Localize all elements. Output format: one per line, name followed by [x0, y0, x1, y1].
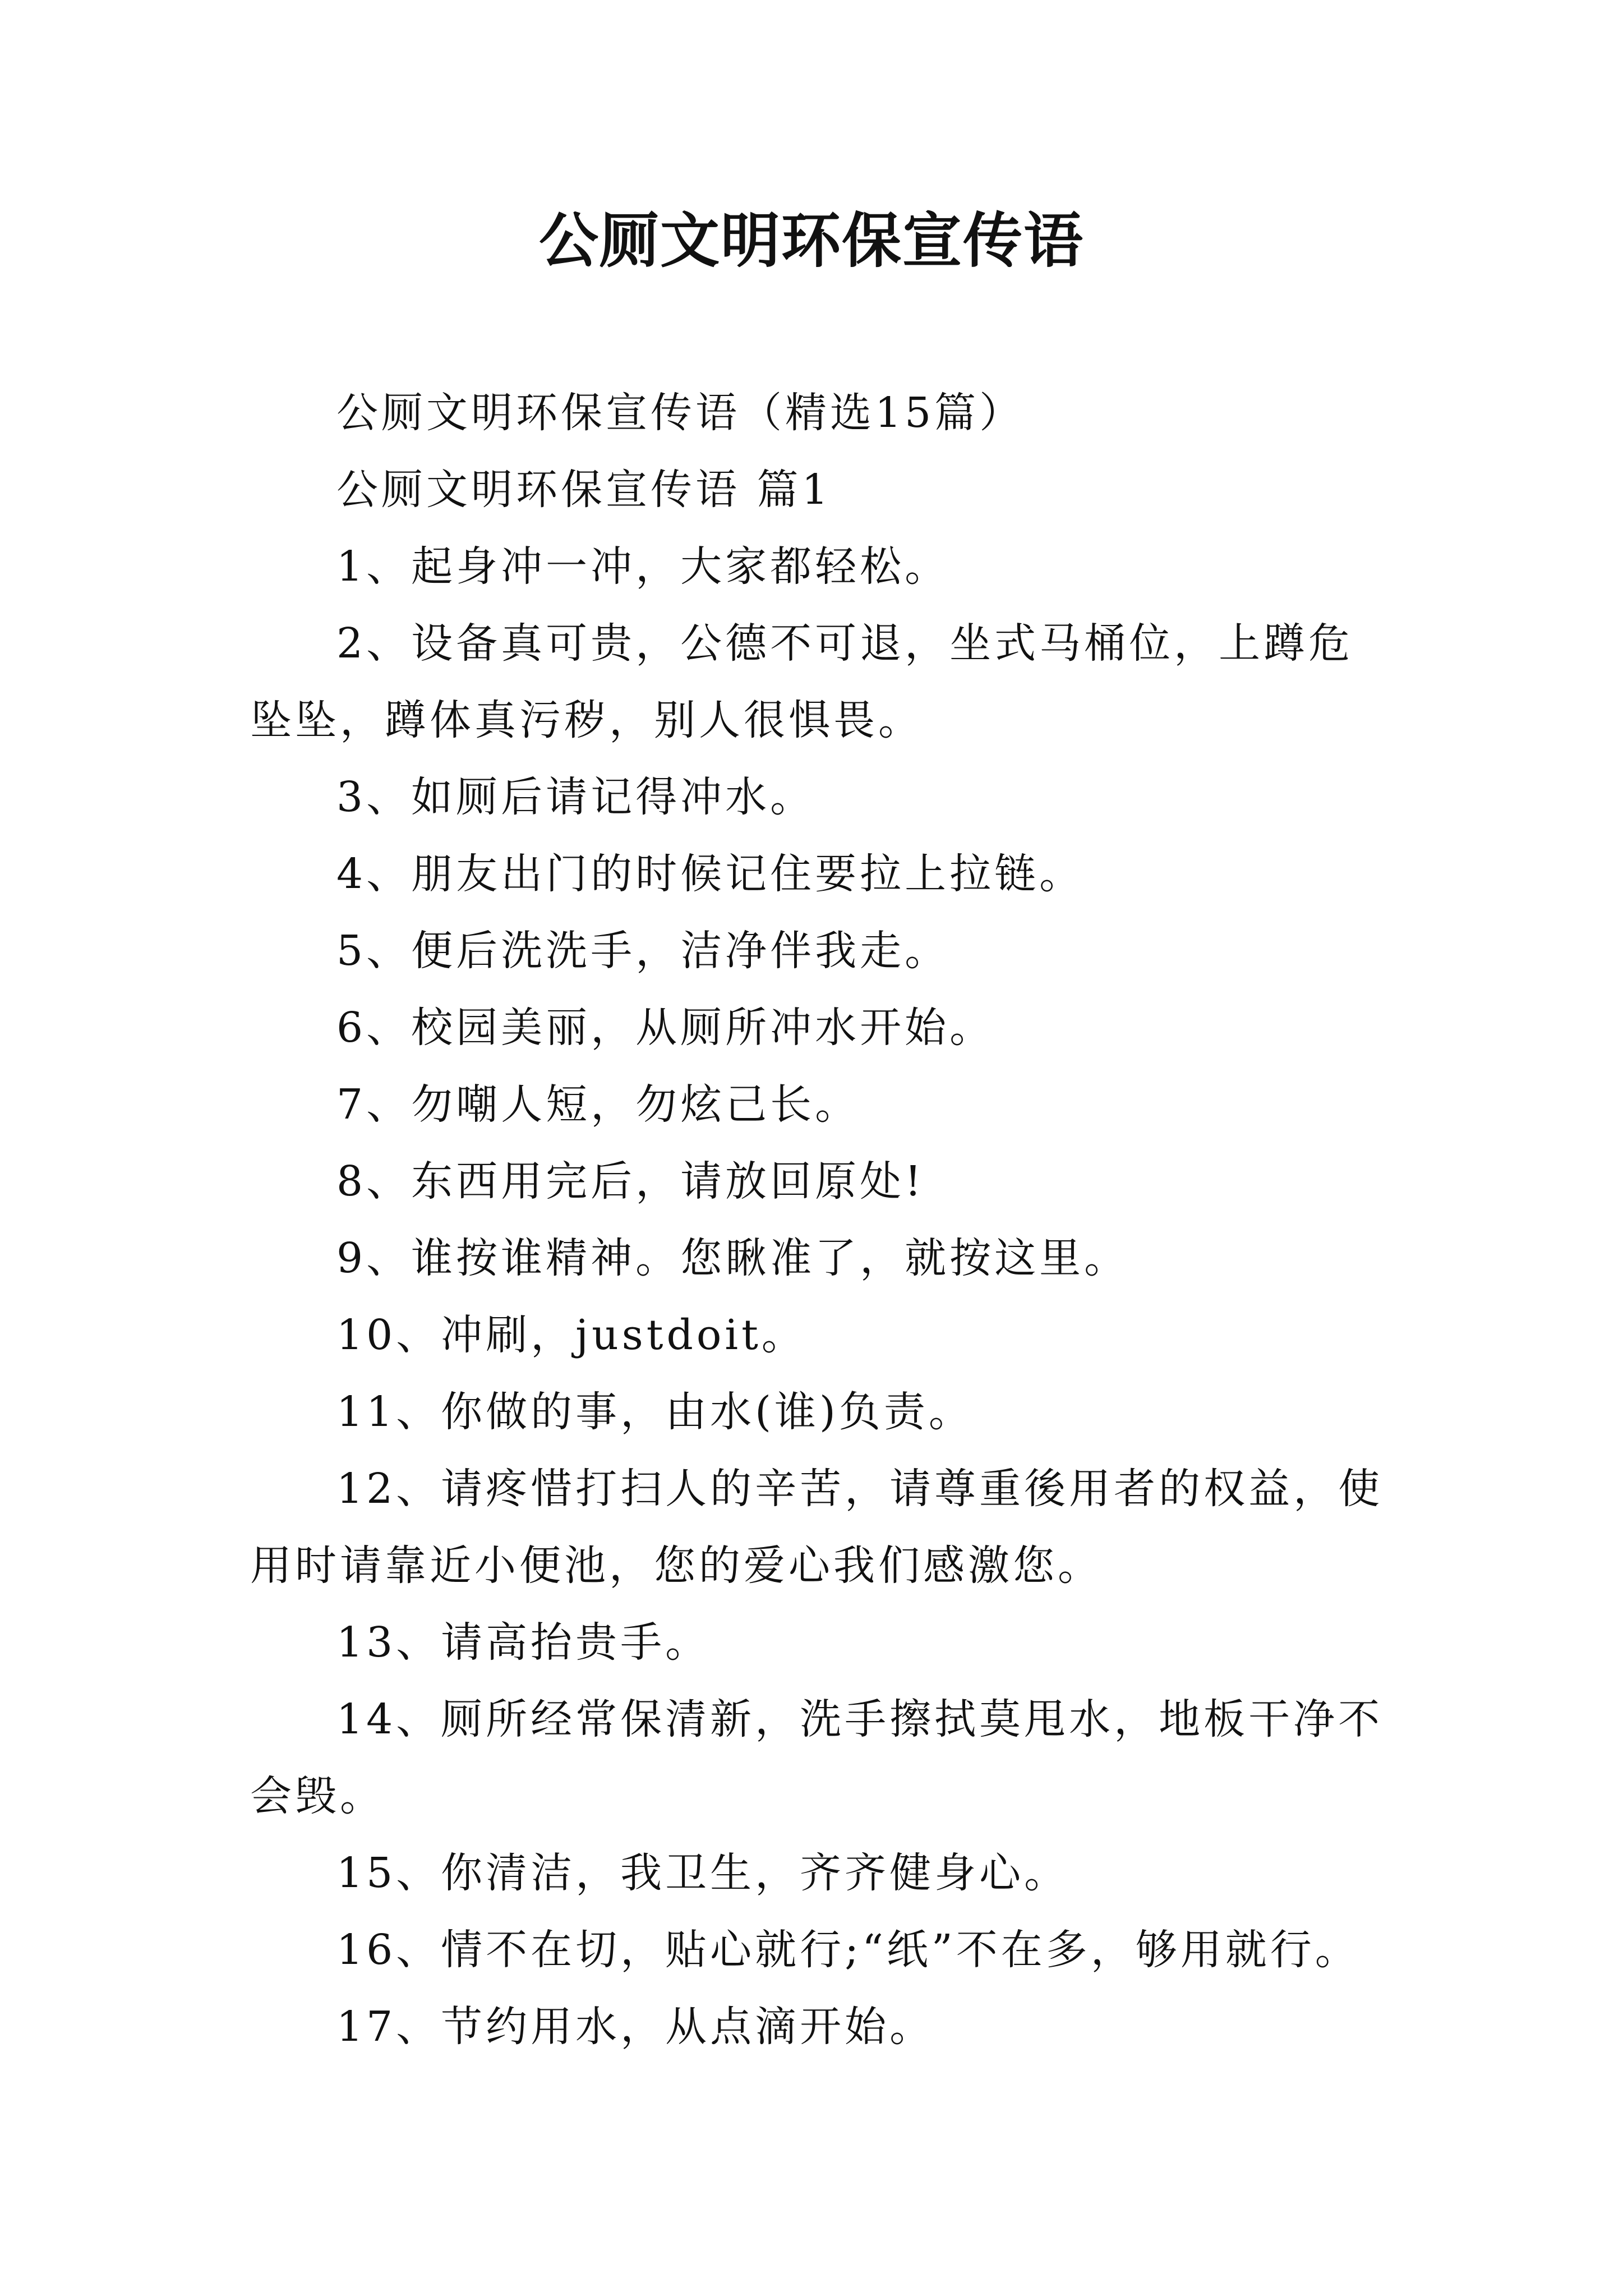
section-heading: 公厕文明环保宣传语 篇1	[336, 466, 832, 514]
slogan-item: 2、设备真可贵，公德不可退，坐式马桶位，上蹲危坠坠，蹲体真污秽，别人很惧畏。	[250, 619, 1354, 744]
slogan-item: 16、情不在切，贴心就行;“纸”不在多，够用就行。	[336, 1926, 1360, 1974]
slogan-item: 14、厕所经常保清新，洗手擦拭莫甩水，地板干净不会毁。	[250, 1695, 1384, 1820]
document-title: 公厕文明环保宣传语	[539, 206, 1084, 275]
slogan-item: 8、东西用完后，请放回原处!	[336, 1157, 925, 1205]
slogan-item: 10、冲刷，justdoit。	[336, 1311, 806, 1359]
slogan-item: 13、请高抬贵手。	[336, 1618, 711, 1667]
slogan-item: 3、如厕后请记得冲水。	[336, 773, 815, 821]
slogan-item: 5、便后洗洗手，洁净伴我走。	[336, 927, 950, 975]
slogan-item: 17、节约用水，从点滴开始。	[336, 2003, 935, 2051]
slogan-item: 4、朋友出门的时候记住要拉上拉链。	[336, 850, 1085, 898]
slogan-item: 11、你做的事，由水(谁)负责。	[336, 1388, 974, 1436]
subtitle-line: 公厕文明环保宣传语（精选15篇）	[336, 389, 1025, 437]
slogan-item: 7、勿嘲人短，勿炫己长。	[336, 1080, 860, 1129]
slogan-item: 12、请疼惜打扫人的辛苦，请尊重後用者的权益，使用时请靠近小便池，您的爱心我们感激您。	[250, 1465, 1384, 1590]
slogan-item: 6、校园美丽，从厕所冲水开始。	[336, 1004, 995, 1052]
slogan-item: 15、你清洁，我卫生，齐齐健身心。	[336, 1849, 1069, 1897]
slogan-item: 1、起身冲一冲，大家都轻松。	[336, 542, 950, 591]
slogan-item: 9、谁按谁精神。您瞅准了，就按这里。	[336, 1234, 1129, 1282]
document-body	[250, 375, 1391, 2065]
